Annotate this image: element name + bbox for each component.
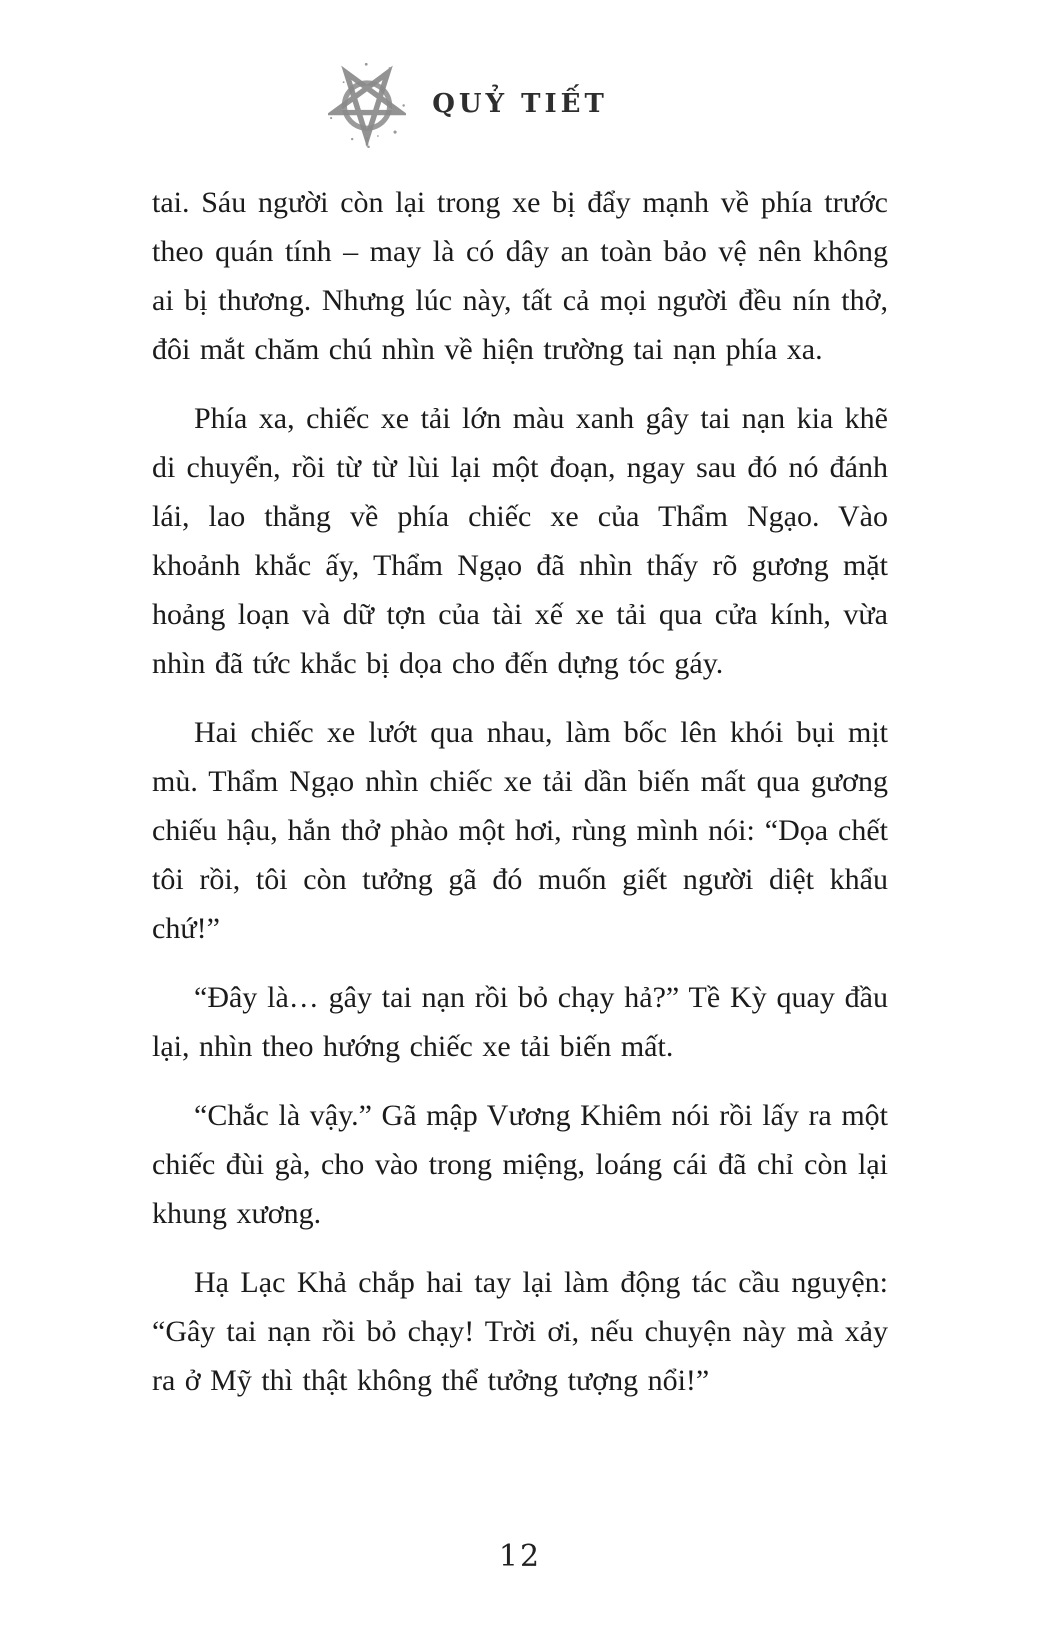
book-title: QUỶ TIẾT xyxy=(432,89,608,119)
paragraph: tai. Sáu người còn lại trong xe bị đẩy mạnh về phía trước theo quán tính – may là có dây an toàn bảo vệ nên không ai bị thương. Nhưng lúc này, tất cả mọi người đều nín thở, đôi mắt chăm chú nhìn về hiện trường tai nạn phía xa. xyxy=(152,186,888,366)
chapter-header xyxy=(0,56,988,152)
page-footer xyxy=(0,1539,1040,1574)
page-body xyxy=(152,178,888,1405)
paragraph: Phía xa, chiếc xe tải lớn màu xanh gây tai nạn kia khẽ di chuyển, rồi từ từ lùi lại một đoạn, ngay sau đó nó đánh lái, lao thẳng về phía chiếc xe của Thẩm Ngạo. Vào khoảnh khắc ấy, Thẩm Ngạo đã nhìn thấy rõ gương mặt hoảng loạn và dữ tợn của tài xế xe tải qua cửa kính, vừa nhìn đã tức khắc bị dọa cho đến dựng tóc gáy. xyxy=(152,402,888,680)
page-number: 12 xyxy=(498,1539,542,1574)
paragraph: “Đây là… gây tai nạn rồi bỏ chạy hả?” Tề Kỳ quay đầu lại, nhìn theo hướng chiếc xe tải biến mất. xyxy=(152,981,888,1063)
pentagram-icon xyxy=(328,60,406,148)
paragraph: “Chắc là vậy.” Gã mập Vương Khiêm nói rồi lấy ra một chiếc đùi gà, cho vào trong miệng, loáng cái đã chỉ còn lại khung xương. xyxy=(152,1099,888,1230)
paragraph: Hai chiếc xe lướt qua nhau, làm bốc lên khói bụi mịt mù. Thẩm Ngạo nhìn chiếc xe tải dần biến mất qua gương chiếu hậu, hắn thở phào một hơi, rùng mình nói: “Dọa chết tôi rồi, tôi còn tưởng gã đó muốn giết người diệt khẩu chứ!” xyxy=(152,716,888,945)
paragraph: Hạ Lạc Khả chắp hai tay lại làm động tác cầu nguyện: “Gây tai nạn rồi bỏ chạy! Trời ơi, nếu chuyện này mà xảy ra ở Mỹ thì thật không thể tưởng tượng nổi!” xyxy=(152,1266,888,1397)
